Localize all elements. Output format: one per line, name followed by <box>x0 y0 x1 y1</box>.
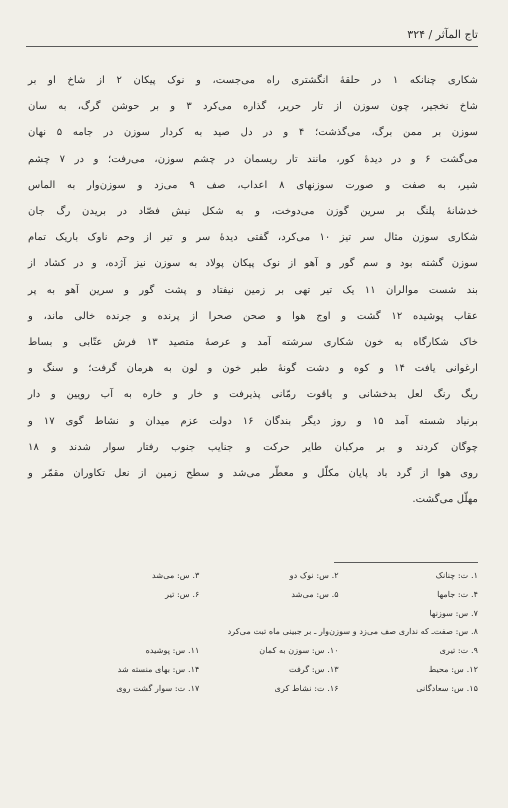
text-line: چوگان کردند و بر مرکبان طایر حرکت و جنایب جنوب رفتار سوار شدند و ۱۸ <box>28 441 478 453</box>
footnotes <box>60 566 478 698</box>
text-line: سوزن گشته بود و سم گور و آهو از نوک پیکان پولاد به سوزن نیز آژده، و در کشاد از <box>28 258 478 270</box>
footnote: ۱۵. س: سعادگانی <box>416 682 478 693</box>
header-title: تاج المآثر / ۳۲۴ <box>407 28 478 41</box>
footnote: ۱۲. س: محیط <box>428 663 478 674</box>
text-line: شاخ نخجیر، چون سوزن از تار حریر، گذاره می‌کرد ۳ و بر حوشن گرگ، به سان <box>28 101 478 113</box>
footnote: ۳. س: می‌شد <box>152 570 200 580</box>
footnote-row <box>60 622 478 641</box>
footnote: ۸. س: صفت‌ـ که نداری صف می‌زد و سوزن‌وار ـ بر جبینی ماه تبت می‌کرد <box>227 626 478 637</box>
text-line: برنیاد شسته آمد ۱۵ و روز دیگر بندگان ۱۶ دولت عزم میدان و نشاط گوی ۱۷ و <box>28 415 478 427</box>
text-line: سوزن بر ممن برگ، می‌گذشت؛ ۴ و در دل صید به کردار سوزن در جامه ۵ نهان <box>28 127 478 139</box>
text-line: مهلّل می‌گشت. <box>412 494 478 506</box>
footnote: ۶. س: تیر <box>165 588 200 599</box>
text-line: شکاری سوزن مثال سر تیز ۱۰ می‌کرد، گفتی دیدهٔ سر و تیر از وحم ناوک باریک تمام <box>28 232 478 244</box>
text-line: شیر، به صفت و صورت سوزنهای ۸ اعداب، صف ۹ می‌زد و سوزن‌وار به الماس <box>28 179 478 191</box>
footnote: ۹. ت: تیری <box>439 645 478 656</box>
footnote-row <box>60 566 478 585</box>
footnote-row <box>60 641 478 660</box>
footnote: ۱۷. ت: سوار گشت روی <box>116 682 200 693</box>
footnote-row <box>60 604 478 623</box>
text-line: می‌گشت ۶ و در دیدهٔ کور، مانند تار ریسمان در چشم سوزن، می‌رفت؛ و در ۷ چشم <box>28 153 478 165</box>
footnote-row <box>60 679 478 698</box>
footnote: ۱۱. س: پوشیده <box>145 645 200 656</box>
text-line: شکاری چنانکه ۱ در حلقهٔ انگشتری راه می‌جست، و نوک پیکان ۲ از شاخ او بر <box>28 75 478 86</box>
footnote-rule <box>334 562 478 563</box>
text-line: ارغوانی یافت ۱۴ و کوه و دشت گونهٔ طبر خون و لون به هرمان گرفت؛ و سنگ و <box>28 363 478 375</box>
text-line: خاک شکارگاه به خون شکاری سرشته آمد و عرصهٔ متصید ۱۳ فرش عتّابی و بساط <box>28 337 478 349</box>
footnote-row <box>60 585 478 604</box>
text-line: ریگ رنگ لعل بدخشانی و یاقوت رمّانی پذیرفت و خار و خاره به آب رویین و دار <box>28 389 478 401</box>
footnote: ۱۴. س: بهای منسته شد <box>117 663 200 674</box>
footnote: ۱. ت: چنانک <box>435 570 478 580</box>
footnote-row <box>60 660 478 679</box>
main-text <box>28 68 478 513</box>
footnote: ۱۶. ت: نشاط کری <box>274 682 339 693</box>
footnote: ۴. ت: جامها <box>437 588 478 599</box>
running-header <box>26 26 478 47</box>
footnote: ۱۳. س: گرفت <box>288 663 339 674</box>
text-line: روی هوا از گرد باد پایان مکلّل و معطّر می‌شد و سطح زمین از نعل تکاوران مقمّر و <box>28 468 478 480</box>
footnote: ۷. س: سوزنها <box>429 607 478 618</box>
footnote: ۵. س: می‌شد <box>291 588 339 599</box>
text-line: عقاب پوشیده ۱۲ گشت و اوج هوا و صحن صحرا از پرنده و جرنده خالی ماند، و <box>28 310 479 322</box>
footnote: ۲. س: نوک دو <box>289 570 339 580</box>
footnote: ۱۰. س: سوزن به کمان <box>259 645 339 656</box>
text-line: خدشانهٔ پلنگ بر سرین گوزن می‌دوخت، و به شکل نیش فصّاد در بریدن رگ جان <box>28 206 478 218</box>
text-line: بند شست موالران ۱۱ یک تیر تهی بر زمین نیفتاد و پشت گور و سرین آهو به پر <box>28 284 478 296</box>
